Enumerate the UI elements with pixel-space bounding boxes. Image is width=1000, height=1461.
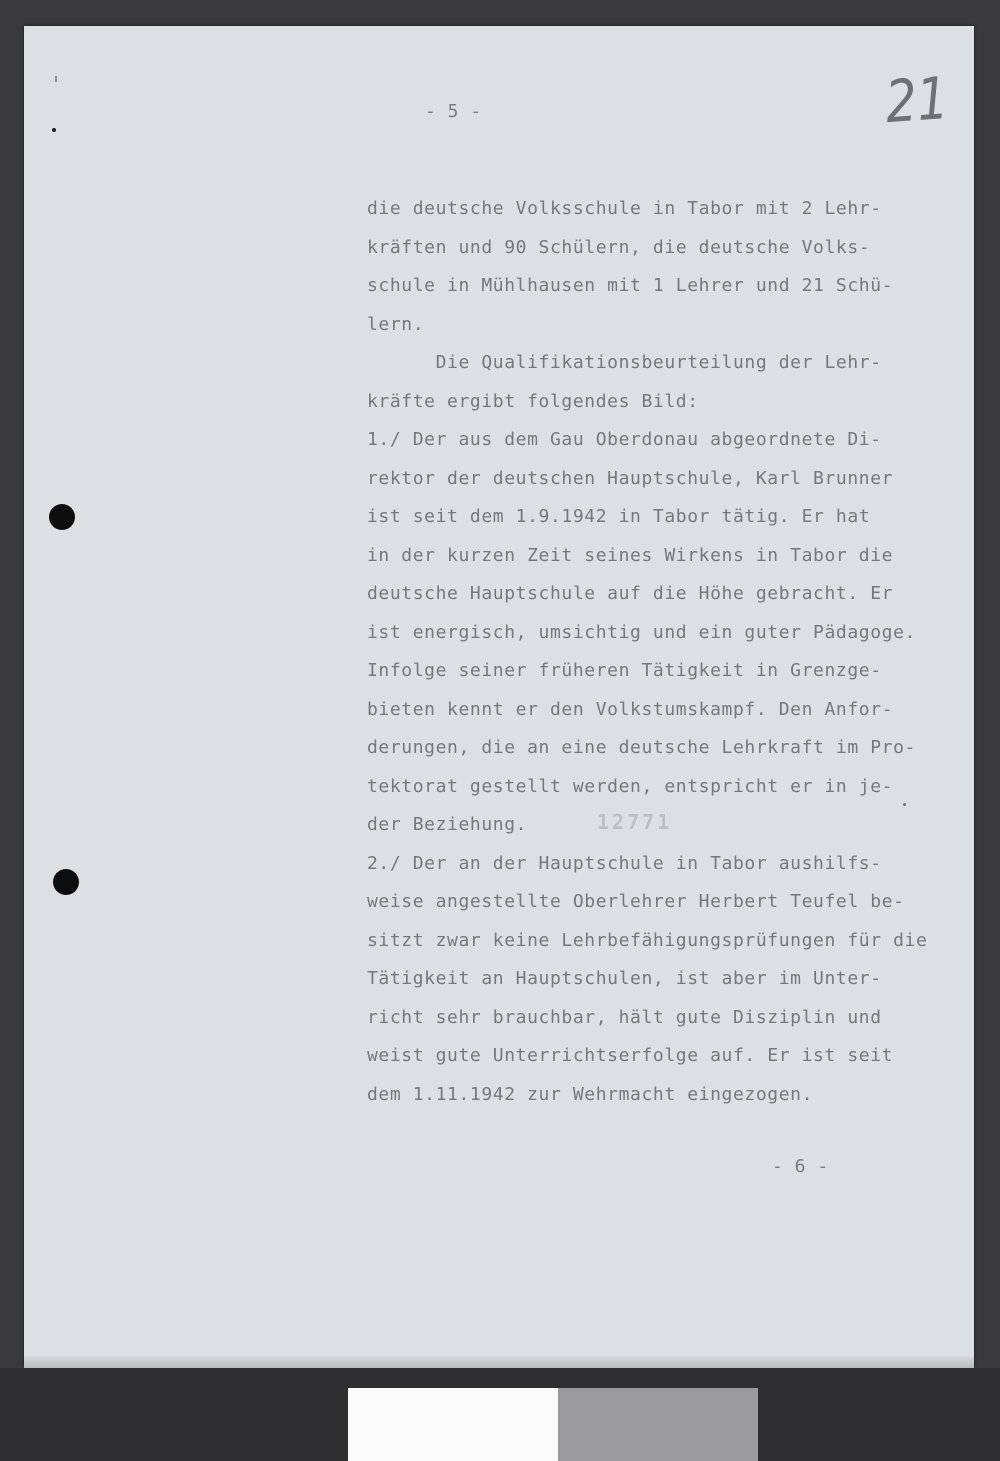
text-line: Tätigkeit an Hauptschulen, ist aber im Unter- [367, 968, 882, 989]
text-line: kräften und 90 Schülern, die deutsche Volks- [367, 236, 871, 258]
typed-body-text [367, 199, 927, 1123]
folio-number: 21 [883, 63, 951, 137]
text-line: der Beziehung. [367, 814, 528, 835]
white-calibration-card [348, 1388, 558, 1461]
text-line: ist seit dem 1.9.1942 in Tabor tätig. Er hat [367, 506, 871, 527]
text-line: ist energisch, umsichtig und ein guter Pädagoge. [367, 621, 916, 643]
text-line: deutsche Hauptschule auf die Höhe gebracht. Er [367, 583, 894, 604]
margin-mark [55, 76, 57, 82]
text-line: tektorat gestellt werden, entspricht er in je- [367, 775, 894, 797]
text-line: weise angestellte Oberlehrer Herbert Teufel be- [367, 891, 905, 912]
punch-hole-top [49, 504, 75, 530]
grey-calibration-card [558, 1388, 758, 1461]
text-line: Infolge seiner früheren Tätigkeit in Grenzge- [367, 660, 882, 681]
text-line: die deutsche Volksschule in Tabor mit 2 Lehr- [367, 198, 882, 219]
text-line: weist gute Unterrichtserfolge auf. Er ist seit [367, 1045, 894, 1066]
punch-hole-bottom [53, 869, 79, 895]
ink-speck [52, 128, 56, 132]
text-line: derungen, die an eine deutsche Lehrkraft im Pro- [367, 737, 916, 758]
text-line: sitzt zwar keine Lehrbefähigungsprüfungen für die [367, 929, 928, 951]
faint-stamp: 12771 [597, 810, 673, 834]
text-line: richt sehr brauchbar, hält gute Disziplin und [367, 1006, 882, 1028]
text-line: 1./ Der aus dem Gau Oberdonau abgeordnete Di- [367, 429, 882, 450]
next-page-marker: - 6 - [772, 1156, 829, 1177]
text-line: in der kurzen Zeit seines Wirkens in Tabor die [367, 544, 894, 566]
page-number: - 5 - [425, 101, 482, 122]
text-line: 2./ Der an der Hauptschule in Tabor aushilfs- [367, 852, 882, 874]
text-line: bieten kennt er den Volkstumskampf. Den Anfor- [367, 698, 894, 720]
ink-dot [903, 803, 906, 806]
text-line: Die Qualifikationsbeurteilung der Lehr- [367, 352, 882, 373]
text-line: kräfte ergibt folgendes Bild: [367, 390, 699, 412]
page-bottom-edge [24, 1356, 974, 1368]
text-line: dem 1.11.1942 zur Wehrmacht eingezogen. [367, 1083, 814, 1105]
text-line: rektor der deutschen Hauptschule, Karl Brunner [367, 467, 894, 489]
text-line: schule in Mühlhausen mit 1 Lehrer und 21 Schü- [367, 275, 894, 296]
text-line: lern. [367, 313, 425, 335]
